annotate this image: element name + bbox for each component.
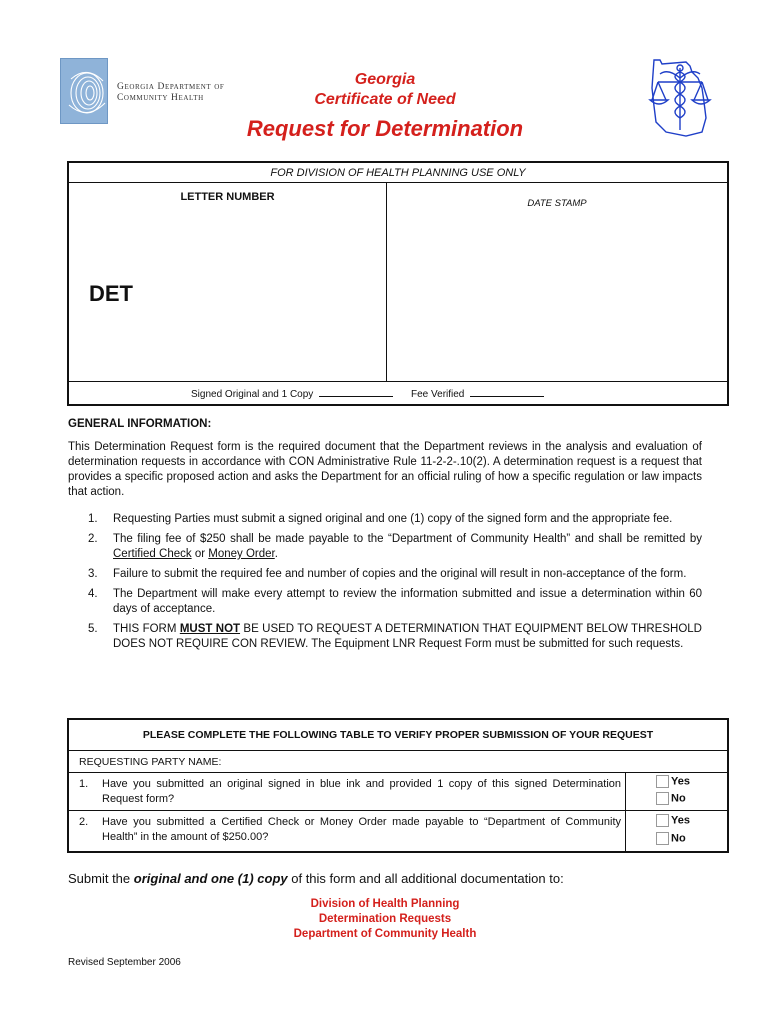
list-item — [88, 622, 702, 652]
no-option[interactable] — [656, 792, 686, 805]
yes-checkbox[interactable] — [656, 814, 669, 827]
question-number: 2. — [79, 816, 89, 828]
submit-instruction — [68, 871, 564, 886]
item-text: THIS FORM — [113, 623, 180, 635]
item-text-end: . — [274, 548, 278, 560]
division-use-only-box — [67, 161, 729, 406]
item-text: Failure to submit the required fee and number of copies and the original will result in non-acceptance of the form. — [113, 568, 687, 580]
item-text: The Department will make every attempt to review the information submitted and issue a determination within 60 days of acceptance. — [113, 588, 702, 615]
no-checkbox[interactable] — [656, 792, 669, 805]
item-text: The filing fee of $250 shall be made payable to the “Department of Community Health” and shall be remitted by — [113, 533, 702, 545]
list-item — [88, 587, 702, 617]
yes-label: Yes — [671, 814, 690, 827]
general-info-paragraph: This Determination Request form is the required document that the Department reviews in the analysis and evaluation of determination requests in accordance with CON Administrative Rule 11-2-2-.10(2). A determination request is a request that provides a specific proposed action and asks the Department for an official ruling of how a specific regulation or law impacts that action. — [68, 441, 702, 498]
agency-line-2: Community Health — [117, 93, 204, 103]
question-body: Have you submitted an original signed in blue ink and provided 1 copy of this signed Determination Request form? — [102, 778, 621, 805]
question-row-2 — [69, 811, 727, 851]
revision-date: Revised September 2006 — [68, 957, 181, 968]
submit-text-pre: Submit the — [68, 871, 134, 886]
question-number: 1. — [79, 778, 89, 790]
item-text: Requesting Parties must submit a signed original and one (1) copy of the signed form and the appropriate fee. — [113, 513, 673, 525]
signed-copy-blank[interactable] — [319, 388, 393, 397]
list-item — [88, 512, 702, 527]
signed-copy-label: Signed Original and 1 Copy — [191, 389, 314, 400]
item-text-mid: or — [191, 548, 209, 560]
question-text — [79, 815, 621, 845]
question-body: Have you submitted a Certified Check or Money Order made payable to “Department of Community Health” in the amount of $250.00? — [102, 816, 621, 843]
question-row-1 — [69, 773, 727, 811]
item-number: 3. — [88, 568, 98, 580]
list-item — [88, 532, 702, 562]
title-state: Georgia — [354, 71, 416, 88]
agency-line-1: Georgia Department of — [117, 82, 225, 92]
list-item — [88, 567, 702, 582]
no-label: No — [671, 792, 686, 805]
det-prefix: DET — [89, 281, 133, 306]
item-number: 5. — [88, 623, 98, 635]
fee-verified-field — [411, 388, 544, 400]
address-line-1: Division of Health Planning — [310, 898, 460, 910]
mailing-address — [0, 897, 770, 942]
address-line-3: Department of Community Health — [293, 928, 477, 940]
question-text — [79, 777, 621, 807]
submit-text-post: of this form and all additional documentation to: — [287, 871, 564, 886]
letter-number-cell — [69, 183, 387, 381]
money-order-text: Money Order — [208, 548, 275, 560]
item-number: 2. — [88, 533, 98, 545]
date-stamp-label: DATE STAMP — [527, 198, 587, 209]
no-checkbox[interactable] — [656, 832, 669, 845]
letter-number-label: LETTER NUMBER — [180, 191, 275, 203]
instructions-list — [88, 512, 702, 652]
submit-emphasis: original and one (1) copy — [133, 871, 288, 886]
answer-cell — [625, 811, 729, 851]
item-text-end: BE USED TO REQUEST A DETERMINATION THAT EQUIPMENT BELOW THRESHOLD DOES NOT REQUIRE CON REVIEW. The Equipment LNR Request Form must be submitted for such requests. — [113, 623, 702, 650]
must-not-emphasis: MUST NOT — [179, 623, 241, 635]
title-program: Certificate of Need — [314, 91, 456, 108]
division-box-header: FOR DIVISION OF HEALTH PLANNING USE ONLY — [69, 163, 727, 183]
verification-table — [67, 718, 729, 853]
requesting-party-label: REQUESTING PARTY NAME: — [79, 756, 222, 768]
item-number: 4. — [88, 588, 98, 600]
yes-checkbox[interactable] — [656, 775, 669, 788]
requesting-party-row[interactable] — [69, 751, 727, 773]
no-label: No — [671, 832, 686, 845]
verification-table-header: PLEASE COMPLETE THE FOLLOWING TABLE TO VERIFY PROPER SUBMISSION OF YOUR REQUEST — [69, 720, 727, 751]
signed-copy-field — [191, 388, 393, 400]
address-line-2: Determination Requests — [318, 913, 452, 925]
answer-cell — [625, 773, 729, 810]
yes-option[interactable] — [656, 775, 690, 788]
certified-check-text: Certified Check — [113, 548, 192, 560]
fee-verified-blank[interactable] — [470, 388, 544, 397]
yes-option[interactable] — [656, 814, 690, 827]
fee-verified-label: Fee Verified — [411, 389, 465, 400]
item-number: 1. — [88, 513, 98, 525]
general-info-heading: GENERAL INFORMATION: — [68, 418, 212, 430]
caduceus-scales-seal-icon — [646, 58, 714, 138]
division-box-footer — [69, 381, 727, 406]
title-main: Request for Determination — [246, 116, 524, 141]
no-option[interactable] — [656, 832, 686, 845]
yes-label: Yes — [671, 775, 690, 788]
